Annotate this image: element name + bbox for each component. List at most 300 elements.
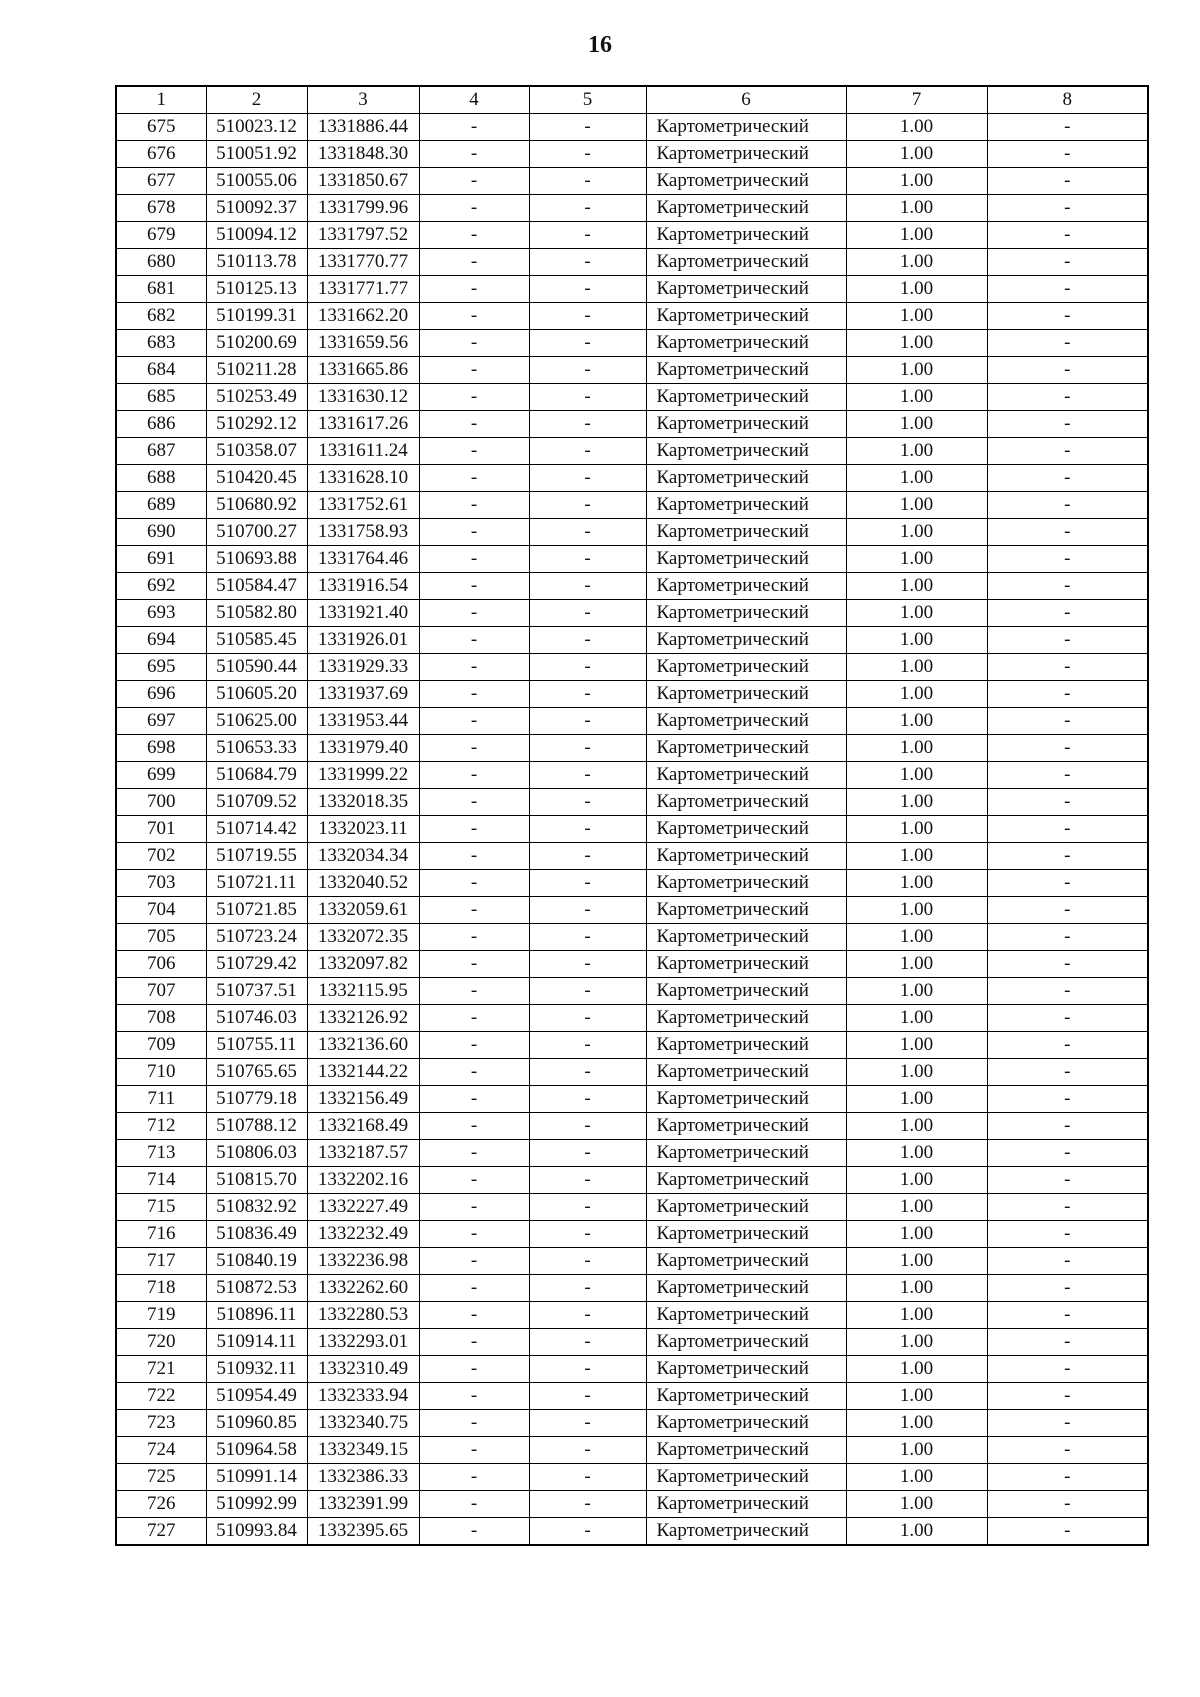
cell-col4-value: - xyxy=(419,1059,529,1086)
cell-method: Картометрический xyxy=(646,1140,846,1167)
cell-method: Картометрический xyxy=(646,1194,846,1221)
cell-col5-value: - xyxy=(529,384,646,411)
cell-x-coordinate: 510914.11 xyxy=(206,1329,307,1356)
cell-accuracy: 1.00 xyxy=(846,924,987,951)
cell-x-coordinate: 510992.99 xyxy=(206,1491,307,1518)
cell-method: Картометрический xyxy=(646,1221,846,1248)
cell-method: Картометрический xyxy=(646,492,846,519)
cell-accuracy: 1.00 xyxy=(846,951,987,978)
cell-y-coordinate: 1332280.53 xyxy=(307,1302,419,1329)
cell-col5-value: - xyxy=(529,708,646,735)
coordinates-table xyxy=(115,85,1149,1546)
cell-accuracy: 1.00 xyxy=(846,816,987,843)
cell-col4-value: - xyxy=(419,1329,529,1356)
cell-col8-value: - xyxy=(987,222,1148,249)
table-row xyxy=(116,924,1148,951)
cell-point-number: 679 xyxy=(116,222,206,249)
cell-method: Картометрический xyxy=(646,816,846,843)
cell-accuracy: 1.00 xyxy=(846,1491,987,1518)
cell-y-coordinate: 1331916.54 xyxy=(307,573,419,600)
cell-col5-value: - xyxy=(529,978,646,1005)
table-row xyxy=(116,897,1148,924)
cell-point-number: 697 xyxy=(116,708,206,735)
cell-point-number: 691 xyxy=(116,546,206,573)
table-row xyxy=(116,870,1148,897)
cell-method: Картометрический xyxy=(646,1059,846,1086)
cell-col5-value: - xyxy=(529,330,646,357)
cell-method: Картометрический xyxy=(646,600,846,627)
cell-accuracy: 1.00 xyxy=(846,411,987,438)
cell-method: Картометрический xyxy=(646,762,846,789)
cell-method: Картометрический xyxy=(646,519,846,546)
cell-point-number: 715 xyxy=(116,1194,206,1221)
cell-point-number: 714 xyxy=(116,1167,206,1194)
table-row xyxy=(116,114,1148,141)
cell-col8-value: - xyxy=(987,600,1148,627)
cell-y-coordinate: 1332187.57 xyxy=(307,1140,419,1167)
cell-method: Картометрический xyxy=(646,249,846,276)
cell-col5-value: - xyxy=(529,870,646,897)
cell-point-number: 678 xyxy=(116,195,206,222)
cell-method: Картометрический xyxy=(646,1356,846,1383)
cell-accuracy: 1.00 xyxy=(846,168,987,195)
cell-method: Картометрический xyxy=(646,303,846,330)
cell-col5-value: - xyxy=(529,897,646,924)
cell-x-coordinate: 510832.92 xyxy=(206,1194,307,1221)
cell-accuracy: 1.00 xyxy=(846,1383,987,1410)
cell-col5-value: - xyxy=(529,1410,646,1437)
table-row xyxy=(116,573,1148,600)
cell-col5-value: - xyxy=(529,519,646,546)
cell-col4-value: - xyxy=(419,1248,529,1275)
cell-y-coordinate: 1332040.52 xyxy=(307,870,419,897)
cell-x-coordinate: 510094.12 xyxy=(206,222,307,249)
cell-method: Картометрический xyxy=(646,843,846,870)
cell-col5-value: - xyxy=(529,924,646,951)
cell-y-coordinate: 1331662.20 xyxy=(307,303,419,330)
cell-y-coordinate: 1331617.26 xyxy=(307,411,419,438)
cell-col8-value: - xyxy=(987,1167,1148,1194)
cell-y-coordinate: 1331848.30 xyxy=(307,141,419,168)
cell-point-number: 688 xyxy=(116,465,206,492)
cell-y-coordinate: 1331758.93 xyxy=(307,519,419,546)
cell-method: Картометрический xyxy=(646,222,846,249)
cell-col5-value: - xyxy=(529,1464,646,1491)
cell-col8-value: - xyxy=(987,1410,1148,1437)
table-row xyxy=(116,438,1148,465)
cell-method: Картометрический xyxy=(646,357,846,384)
cell-method: Картометрический xyxy=(646,465,846,492)
cell-x-coordinate: 510721.11 xyxy=(206,870,307,897)
table-row xyxy=(116,1059,1148,1086)
cell-col5-value: - xyxy=(529,492,646,519)
table-row xyxy=(116,600,1148,627)
cell-col5-value: - xyxy=(529,1383,646,1410)
cell-y-coordinate: 1332333.94 xyxy=(307,1383,419,1410)
cell-accuracy: 1.00 xyxy=(846,735,987,762)
table-row xyxy=(116,735,1148,762)
cell-accuracy: 1.00 xyxy=(846,465,987,492)
cell-col8-value: - xyxy=(987,762,1148,789)
cell-point-number: 727 xyxy=(116,1518,206,1546)
cell-col5-value: - xyxy=(529,1329,646,1356)
cell-col5-value: - xyxy=(529,843,646,870)
cell-accuracy: 1.00 xyxy=(846,1437,987,1464)
cell-col5-value: - xyxy=(529,1491,646,1518)
table-row xyxy=(116,1437,1148,1464)
cell-method: Картометрический xyxy=(646,1491,846,1518)
cell-method: Картометрический xyxy=(646,1410,846,1437)
cell-col4-value: - xyxy=(419,789,529,816)
cell-point-number: 723 xyxy=(116,1410,206,1437)
table-row xyxy=(116,1329,1148,1356)
table-row xyxy=(116,276,1148,303)
cell-method: Картометрический xyxy=(646,141,846,168)
cell-y-coordinate: 1332391.99 xyxy=(307,1491,419,1518)
cell-col4-value: - xyxy=(419,924,529,951)
cell-accuracy: 1.00 xyxy=(846,1140,987,1167)
table-row xyxy=(116,843,1148,870)
cell-col5-value: - xyxy=(529,546,646,573)
cell-col8-value: - xyxy=(987,1437,1148,1464)
cell-point-number: 689 xyxy=(116,492,206,519)
cell-point-number: 675 xyxy=(116,114,206,141)
cell-x-coordinate: 510991.14 xyxy=(206,1464,307,1491)
cell-point-number: 676 xyxy=(116,141,206,168)
cell-col4-value: - xyxy=(419,492,529,519)
cell-y-coordinate: 1332232.49 xyxy=(307,1221,419,1248)
cell-point-number: 680 xyxy=(116,249,206,276)
cell-accuracy: 1.00 xyxy=(846,1032,987,1059)
table-row xyxy=(116,762,1148,789)
cell-x-coordinate: 510964.58 xyxy=(206,1437,307,1464)
cell-accuracy: 1.00 xyxy=(846,384,987,411)
cell-col4-value: - xyxy=(419,978,529,1005)
cell-col8-value: - xyxy=(987,627,1148,654)
cell-col4-value: - xyxy=(419,141,529,168)
cell-y-coordinate: 1331929.33 xyxy=(307,654,419,681)
cell-point-number: 712 xyxy=(116,1113,206,1140)
cell-point-number: 700 xyxy=(116,789,206,816)
table-row xyxy=(116,681,1148,708)
cell-point-number: 698 xyxy=(116,735,206,762)
cell-accuracy: 1.00 xyxy=(846,654,987,681)
cell-col4-value: - xyxy=(419,276,529,303)
cell-col4-value: - xyxy=(419,438,529,465)
cell-col4-value: - xyxy=(419,1140,529,1167)
cell-y-coordinate: 1331665.86 xyxy=(307,357,419,384)
table-row xyxy=(116,1194,1148,1221)
cell-col5-value: - xyxy=(529,249,646,276)
cell-point-number: 709 xyxy=(116,1032,206,1059)
cell-accuracy: 1.00 xyxy=(846,438,987,465)
cell-col5-value: - xyxy=(529,276,646,303)
cell-accuracy: 1.00 xyxy=(846,870,987,897)
cell-x-coordinate: 510253.49 xyxy=(206,384,307,411)
header-row xyxy=(116,86,1148,114)
cell-point-number: 706 xyxy=(116,951,206,978)
cell-method: Картометрический xyxy=(646,924,846,951)
cell-method: Картометрический xyxy=(646,276,846,303)
table-row xyxy=(116,411,1148,438)
cell-x-coordinate: 510729.42 xyxy=(206,951,307,978)
cell-y-coordinate: 1332395.65 xyxy=(307,1518,419,1546)
cell-method: Картометрический xyxy=(646,573,846,600)
cell-col8-value: - xyxy=(987,978,1148,1005)
cell-point-number: 726 xyxy=(116,1491,206,1518)
cell-accuracy: 1.00 xyxy=(846,1113,987,1140)
cell-point-number: 702 xyxy=(116,843,206,870)
cell-col4-value: - xyxy=(419,816,529,843)
table-row xyxy=(116,492,1148,519)
cell-x-coordinate: 510582.80 xyxy=(206,600,307,627)
cell-col5-value: - xyxy=(529,654,646,681)
cell-col8-value: - xyxy=(987,168,1148,195)
cell-y-coordinate: 1332386.33 xyxy=(307,1464,419,1491)
cell-col5-value: - xyxy=(529,222,646,249)
table-row xyxy=(116,816,1148,843)
cell-accuracy: 1.00 xyxy=(846,1086,987,1113)
cell-x-coordinate: 510714.42 xyxy=(206,816,307,843)
cell-method: Картометрический xyxy=(646,627,846,654)
cell-col4-value: - xyxy=(419,951,529,978)
cell-y-coordinate: 1332262.60 xyxy=(307,1275,419,1302)
cell-col8-value: - xyxy=(987,411,1148,438)
cell-y-coordinate: 1331630.12 xyxy=(307,384,419,411)
cell-point-number: 711 xyxy=(116,1086,206,1113)
cell-col5-value: - xyxy=(529,1248,646,1275)
cell-point-number: 713 xyxy=(116,1140,206,1167)
cell-accuracy: 1.00 xyxy=(846,573,987,600)
cell-col8-value: - xyxy=(987,951,1148,978)
cell-col8-value: - xyxy=(987,141,1148,168)
cell-y-coordinate: 1332034.34 xyxy=(307,843,419,870)
cell-col4-value: - xyxy=(419,1491,529,1518)
cell-point-number: 684 xyxy=(116,357,206,384)
cell-col4-value: - xyxy=(419,600,529,627)
cell-col8-value: - xyxy=(987,870,1148,897)
cell-col5-value: - xyxy=(529,627,646,654)
cell-point-number: 704 xyxy=(116,897,206,924)
cell-y-coordinate: 1332293.01 xyxy=(307,1329,419,1356)
cell-col4-value: - xyxy=(419,897,529,924)
cell-x-coordinate: 510590.44 xyxy=(206,654,307,681)
cell-x-coordinate: 510092.37 xyxy=(206,195,307,222)
cell-method: Картометрический xyxy=(646,114,846,141)
table-row xyxy=(116,1410,1148,1437)
cell-y-coordinate: 1331850.67 xyxy=(307,168,419,195)
cell-y-coordinate: 1332072.35 xyxy=(307,924,419,951)
cell-method: Картометрический xyxy=(646,546,846,573)
table-row xyxy=(116,1221,1148,1248)
cell-col5-value: - xyxy=(529,1167,646,1194)
cell-col4-value: - xyxy=(419,465,529,492)
cell-col5-value: - xyxy=(529,1518,646,1546)
table-row xyxy=(116,303,1148,330)
cell-y-coordinate: 1332168.49 xyxy=(307,1113,419,1140)
cell-x-coordinate: 510585.45 xyxy=(206,627,307,654)
cell-accuracy: 1.00 xyxy=(846,1329,987,1356)
cell-accuracy: 1.00 xyxy=(846,141,987,168)
cell-y-coordinate: 1331797.52 xyxy=(307,222,419,249)
cell-col8-value: - xyxy=(987,654,1148,681)
cell-point-number: 703 xyxy=(116,870,206,897)
cell-col5-value: - xyxy=(529,411,646,438)
cell-y-coordinate: 1332349.15 xyxy=(307,1437,419,1464)
cell-col8-value: - xyxy=(987,1005,1148,1032)
table-row xyxy=(116,1383,1148,1410)
cell-point-number: 682 xyxy=(116,303,206,330)
cell-col5-value: - xyxy=(529,1437,646,1464)
table-row xyxy=(116,708,1148,735)
column-header-5: 5 xyxy=(529,86,646,114)
cell-col5-value: - xyxy=(529,1059,646,1086)
cell-y-coordinate: 1331771.77 xyxy=(307,276,419,303)
cell-col8-value: - xyxy=(987,303,1148,330)
cell-point-number: 701 xyxy=(116,816,206,843)
cell-col8-value: - xyxy=(987,384,1148,411)
cell-method: Картометрический xyxy=(646,384,846,411)
table-row xyxy=(116,168,1148,195)
cell-method: Картометрический xyxy=(646,681,846,708)
cell-method: Картометрический xyxy=(646,411,846,438)
cell-col4-value: - xyxy=(419,519,529,546)
cell-y-coordinate: 1332202.16 xyxy=(307,1167,419,1194)
cell-x-coordinate: 510584.47 xyxy=(206,573,307,600)
cell-x-coordinate: 510755.11 xyxy=(206,1032,307,1059)
cell-col4-value: - xyxy=(419,303,529,330)
cell-col4-value: - xyxy=(419,411,529,438)
cell-x-coordinate: 510788.12 xyxy=(206,1113,307,1140)
cell-x-coordinate: 510051.92 xyxy=(206,141,307,168)
cell-col4-value: - xyxy=(419,843,529,870)
cell-y-coordinate: 1331979.40 xyxy=(307,735,419,762)
cell-x-coordinate: 510993.84 xyxy=(206,1518,307,1546)
cell-accuracy: 1.00 xyxy=(846,303,987,330)
table-row xyxy=(116,789,1148,816)
cell-x-coordinate: 510960.85 xyxy=(206,1410,307,1437)
column-header-3: 3 xyxy=(307,86,419,114)
cell-col4-value: - xyxy=(419,1464,529,1491)
cell-y-coordinate: 1331764.46 xyxy=(307,546,419,573)
cell-col5-value: - xyxy=(529,357,646,384)
cell-col4-value: - xyxy=(419,762,529,789)
cell-method: Картометрический xyxy=(646,654,846,681)
cell-x-coordinate: 510292.12 xyxy=(206,411,307,438)
cell-col5-value: - xyxy=(529,1086,646,1113)
cell-accuracy: 1.00 xyxy=(846,1248,987,1275)
cell-col5-value: - xyxy=(529,438,646,465)
cell-col5-value: - xyxy=(529,1275,646,1302)
cell-y-coordinate: 1332156.49 xyxy=(307,1086,419,1113)
cell-col8-value: - xyxy=(987,249,1148,276)
cell-col5-value: - xyxy=(529,1221,646,1248)
cell-col4-value: - xyxy=(419,1410,529,1437)
cell-x-coordinate: 510709.52 xyxy=(206,789,307,816)
cell-accuracy: 1.00 xyxy=(846,1302,987,1329)
cell-col8-value: - xyxy=(987,924,1148,951)
cell-col5-value: - xyxy=(529,762,646,789)
cell-x-coordinate: 510199.31 xyxy=(206,303,307,330)
cell-col5-value: - xyxy=(529,303,646,330)
cell-accuracy: 1.00 xyxy=(846,600,987,627)
cell-accuracy: 1.00 xyxy=(846,1275,987,1302)
cell-x-coordinate: 510896.11 xyxy=(206,1302,307,1329)
cell-col4-value: - xyxy=(419,1518,529,1546)
cell-accuracy: 1.00 xyxy=(846,1221,987,1248)
table-row xyxy=(116,1005,1148,1032)
table-row xyxy=(116,1356,1148,1383)
cell-y-coordinate: 1331628.10 xyxy=(307,465,419,492)
cell-x-coordinate: 510723.24 xyxy=(206,924,307,951)
cell-col5-value: - xyxy=(529,951,646,978)
cell-x-coordinate: 510746.03 xyxy=(206,1005,307,1032)
cell-col5-value: - xyxy=(529,735,646,762)
cell-col4-value: - xyxy=(419,1437,529,1464)
cell-point-number: 722 xyxy=(116,1383,206,1410)
cell-x-coordinate: 510625.00 xyxy=(206,708,307,735)
column-header-2: 2 xyxy=(206,86,307,114)
cell-accuracy: 1.00 xyxy=(846,1410,987,1437)
cell-col8-value: - xyxy=(987,465,1148,492)
cell-accuracy: 1.00 xyxy=(846,897,987,924)
cell-x-coordinate: 510836.49 xyxy=(206,1221,307,1248)
cell-col8-value: - xyxy=(987,195,1148,222)
cell-point-number: 683 xyxy=(116,330,206,357)
table-row xyxy=(116,1086,1148,1113)
cell-x-coordinate: 510113.78 xyxy=(206,249,307,276)
cell-col5-value: - xyxy=(529,600,646,627)
column-header-1: 1 xyxy=(116,86,206,114)
cell-y-coordinate: 1331770.77 xyxy=(307,249,419,276)
cell-point-number: 707 xyxy=(116,978,206,1005)
table-row xyxy=(116,1032,1148,1059)
cell-col4-value: - xyxy=(419,1302,529,1329)
cell-accuracy: 1.00 xyxy=(846,492,987,519)
cell-point-number: 710 xyxy=(116,1059,206,1086)
cell-method: Картометрический xyxy=(646,1275,846,1302)
cell-col8-value: - xyxy=(987,438,1148,465)
cell-col4-value: - xyxy=(419,546,529,573)
cell-col8-value: - xyxy=(987,843,1148,870)
table-row xyxy=(116,1275,1148,1302)
cell-accuracy: 1.00 xyxy=(846,249,987,276)
table-row xyxy=(116,249,1148,276)
cell-accuracy: 1.00 xyxy=(846,1005,987,1032)
cell-method: Картометрический xyxy=(646,735,846,762)
table-row xyxy=(116,1302,1148,1329)
cell-x-coordinate: 510023.12 xyxy=(206,114,307,141)
table-row xyxy=(116,519,1148,546)
cell-x-coordinate: 510737.51 xyxy=(206,978,307,1005)
cell-col4-value: - xyxy=(419,1113,529,1140)
cell-x-coordinate: 510358.07 xyxy=(206,438,307,465)
cell-col8-value: - xyxy=(987,492,1148,519)
cell-y-coordinate: 1331953.44 xyxy=(307,708,419,735)
cell-col4-value: - xyxy=(419,1086,529,1113)
cell-x-coordinate: 510693.88 xyxy=(206,546,307,573)
cell-accuracy: 1.00 xyxy=(846,1194,987,1221)
cell-point-number: 705 xyxy=(116,924,206,951)
cell-y-coordinate: 1332126.92 xyxy=(307,1005,419,1032)
cell-x-coordinate: 510605.20 xyxy=(206,681,307,708)
cell-accuracy: 1.00 xyxy=(846,330,987,357)
cell-method: Картометрический xyxy=(646,1383,846,1410)
table-row xyxy=(116,1248,1148,1275)
cell-col8-value: - xyxy=(987,1248,1148,1275)
cell-y-coordinate: 1331659.56 xyxy=(307,330,419,357)
cell-method: Картометрический xyxy=(646,168,846,195)
